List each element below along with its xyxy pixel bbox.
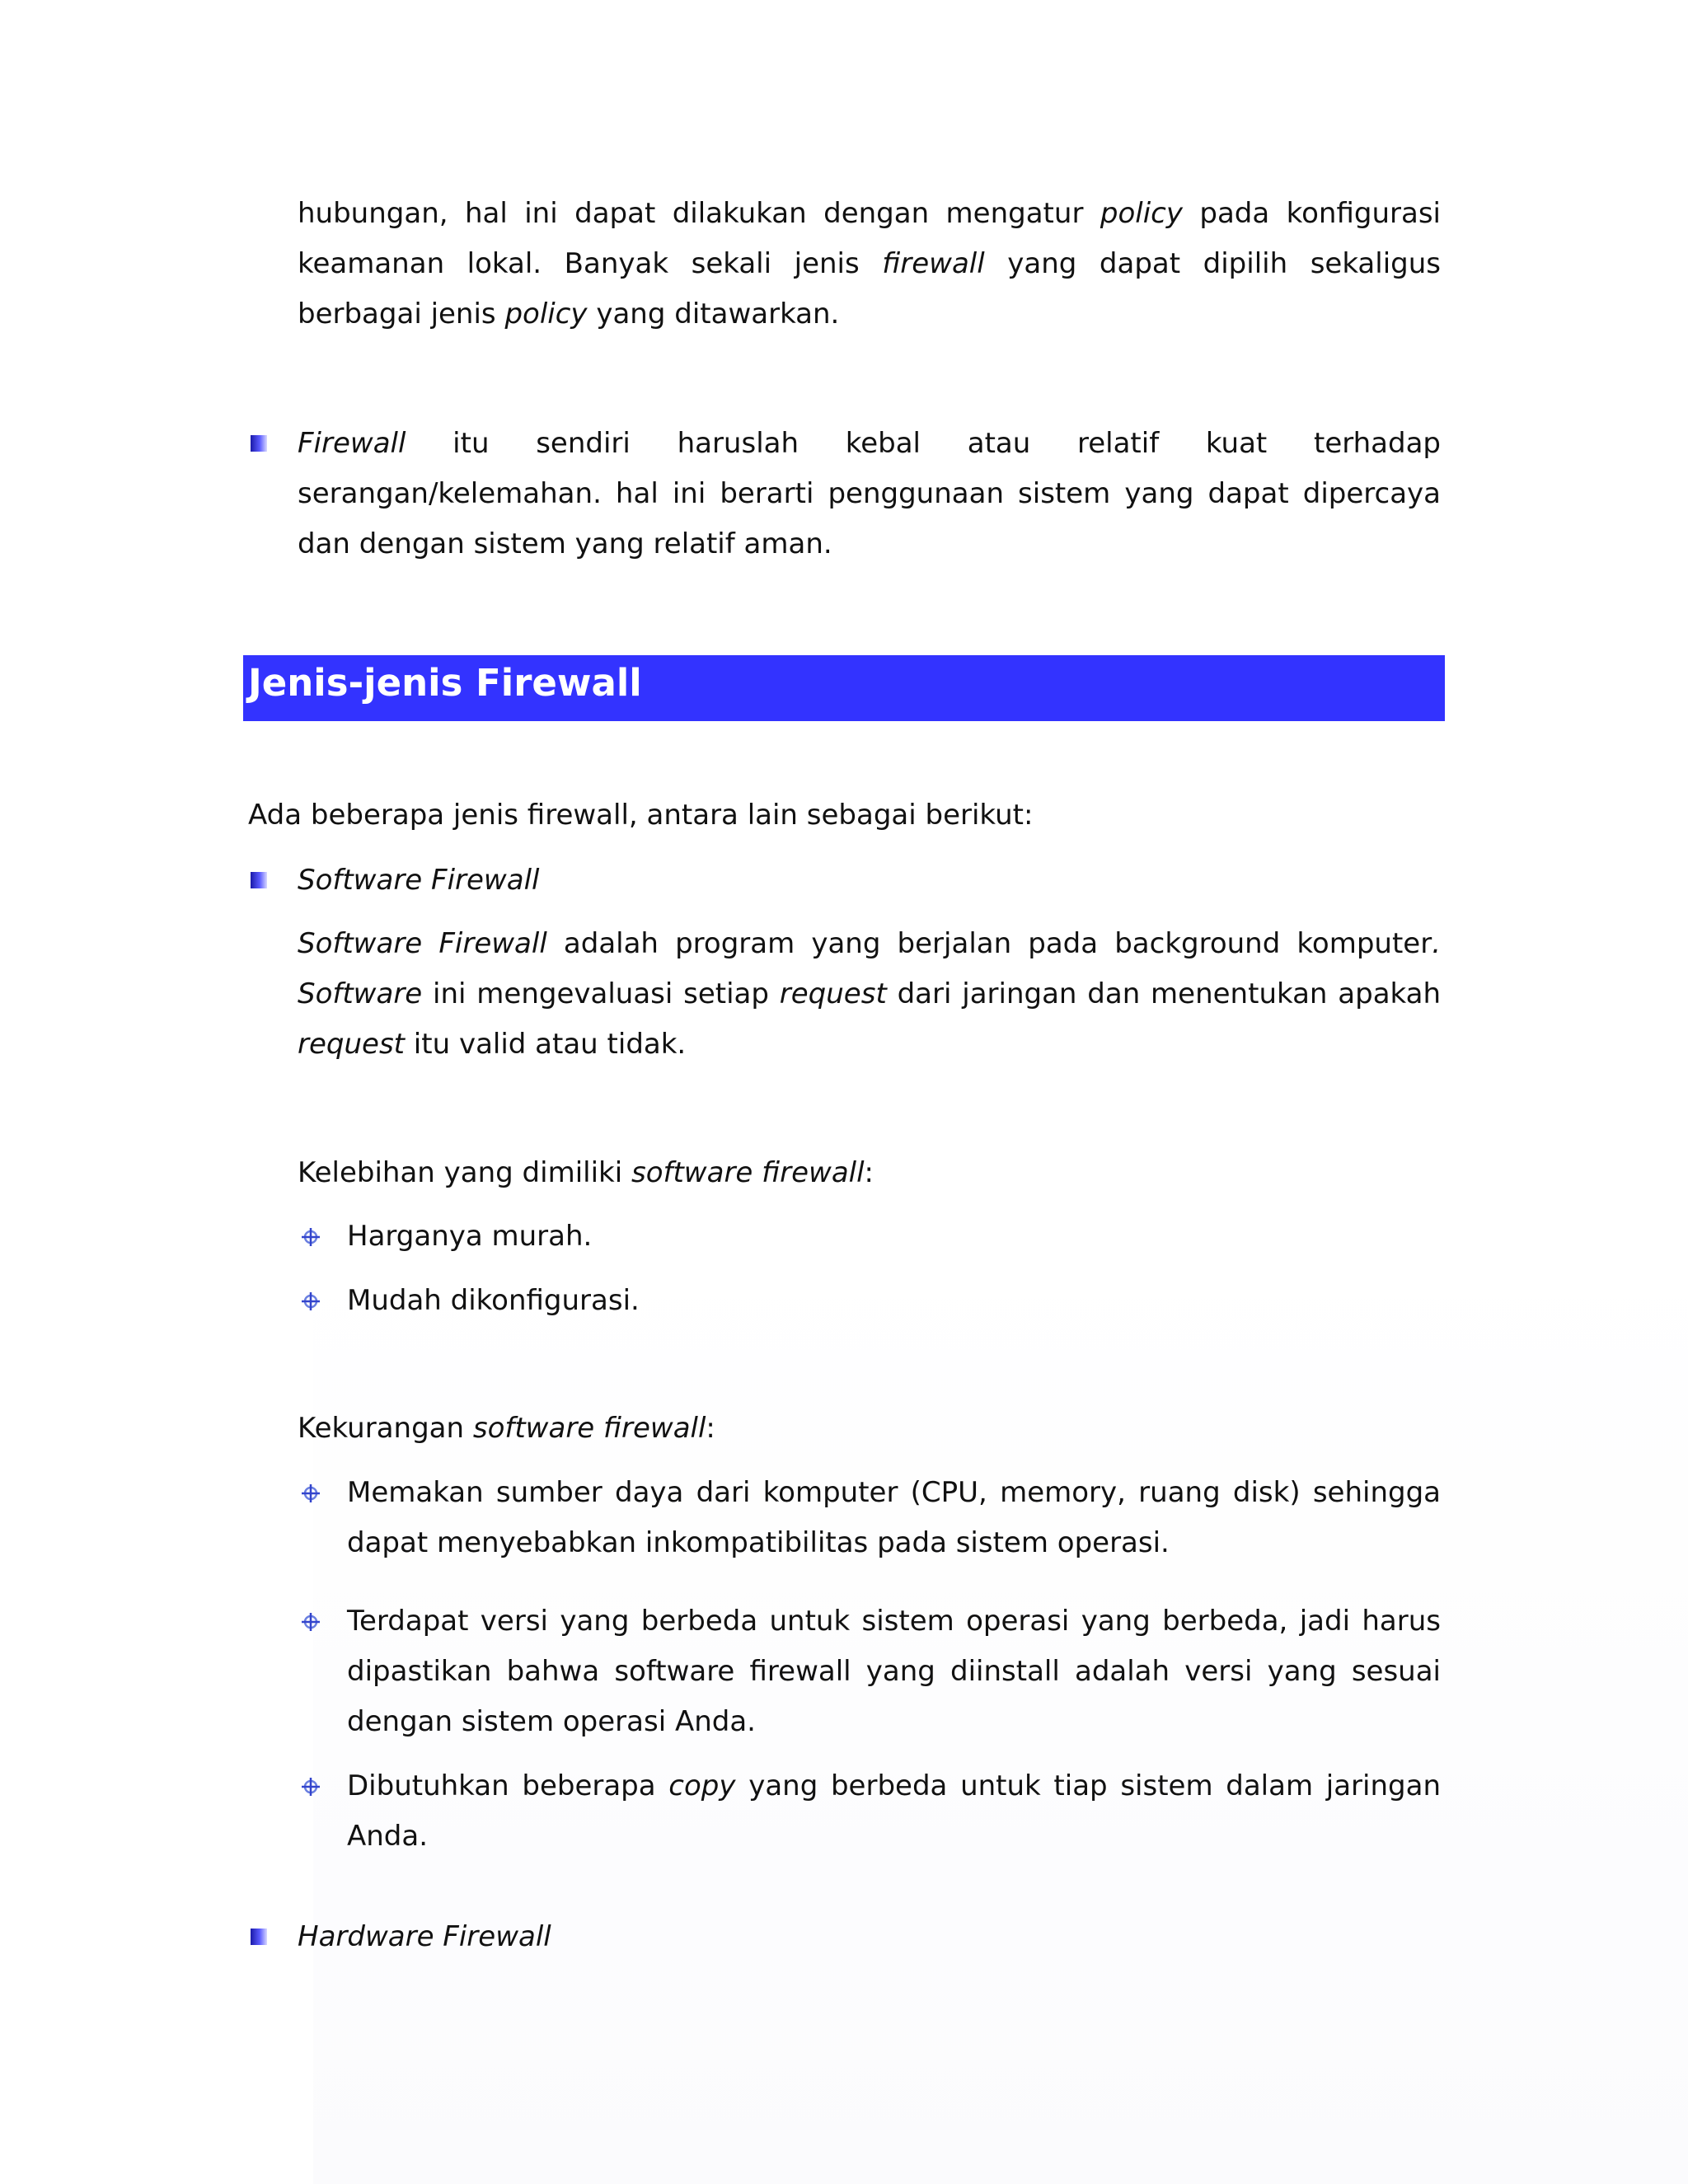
pros-label: Kelebihan yang dimiliki software firewall: (298, 1156, 874, 1189)
pros-item: Harganya murah. (347, 1220, 593, 1253)
hardware-firewall-title: Hardware Firewall (298, 1920, 551, 1953)
section-title: Jenis-jenis Firewall (248, 661, 642, 705)
software-firewall-description: Software Firewall adalah program yang berjalan pada background komputer. Software ini mengevaluasi setiap request dari jaringan dan menentukan apakah request itu valid atau tidak. (298, 927, 1442, 1061)
cons-item: Dibutuhkan beberapa copy yang berbeda untuk tiap sistem dalam jaringan Anda. (347, 1769, 1442, 1853)
crosshair-bullet-icon (302, 1292, 320, 1310)
software-firewall-title: Software Firewall (298, 864, 540, 897)
paragraph-policy: hubungan, hal ini dapat dilakukan dengan mengatur policy pada konfigurasi keamanan lokal. Banyak sekali jenis firewall yang dapat dipilih sekaligus berbagai jenis policy yang ditawarkan. (298, 197, 1442, 330)
crosshair-bullet-icon (302, 1228, 320, 1246)
paragraph-firewall-strength: Firewall itu sendiri haruslah kebal atau relatif kuat terhadap serangan/kelemahan. hal ini berarti penggunaan sistem yang dapat dipercaya dan dengan sistem yang relatif aman. (298, 427, 1441, 560)
crosshair-bullet-icon (302, 1613, 320, 1631)
cons-item: Terdapat versi yang berbeda untuk sistem operasi yang berbeda, jadi harus dipastikan bahwa software firewall yang diinstall adalah versi yang sesuai dengan sistem operasi Anda. (347, 1605, 1441, 1738)
section-heading-bar (243, 655, 1445, 721)
crosshair-bullet-icon (302, 1484, 320, 1502)
pros-item: Mudah dikonfigurasi. (347, 1284, 640, 1317)
cons-label: Kekurangan software firewall: (298, 1412, 715, 1445)
square-bullet-icon (251, 872, 267, 888)
intro-text: Ada beberapa jenis firewall, antara lain sebagai berikut: (248, 799, 1034, 832)
cons-item: Memakan sumber daya dari komputer (CPU, memory, ruang disk) sehingga dapat menyebabkan inkompatibilitas pada sistem operasi. (347, 1476, 1441, 1559)
square-bullet-icon (251, 1929, 267, 1945)
crosshair-bullet-icon (302, 1778, 320, 1796)
square-bullet-icon (251, 435, 267, 452)
